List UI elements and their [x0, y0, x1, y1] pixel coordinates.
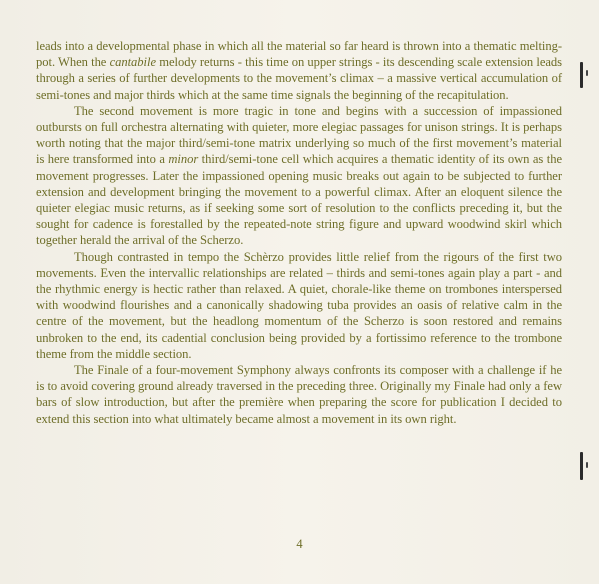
binding-edge-mark-top: [580, 62, 583, 88]
binding-edge-mark-bottom: [580, 452, 583, 480]
binding-edge-tick-top: [586, 70, 588, 76]
body-text: [36, 38, 562, 427]
binding-edge-tick-bottom: [586, 462, 588, 468]
paragraph-4: The Finale of a four-movement Symphony always confronts its composer with a challenge if he is to avoid covering ground already traversed in the preceding three. Originally my Finale had only a few bars of slow introduction, but after the première when preparing the score for publication I decided to extend this section into what ultimately became almost a movement in its own right.: [36, 363, 562, 426]
page-number: 4: [296, 537, 303, 551]
italic-term-cantabile: cantabile: [109, 55, 156, 70]
paragraph-1-text-a: leads into a developmental phase in which all the material so far heard is thrown into a thematic melting-pot. When the: [36, 39, 562, 70]
paragraph-2-text-b: third/semi-tone cell which acquires a thematic identity of its own as the movement progresses. Later the impassioned opening music breaks out again to be subjected to further extension and development bringing the movement to a powerful climax. After an eloquent silence the quieter elegiac music returns, as if seeking some sort of resolution to the conflicts preceding it, but the sought for cadence is forestalled by the repeated-note string figure and upward woodwind skirl which together herald the arrival of the Scherzo.: [36, 152, 562, 248]
paragraph-2-text-a: The second movement is more tragic in tone and begins with a succession of impassioned outbursts on full orchestra alternating with quieter, more elegiac passages for unison strings. It is perhaps worth noting that the major third/semi-tone matrix underlying so much of the first movement’s material is here transformed into a: [36, 103, 562, 167]
paragraph-3: Though contrasted in tempo the Schèrzo provides little relief from the rigours of the first two movements. Even the intervallic relationships are related – thirds and semi-tones again play a part - and the rhythmic energy is hectic rather than relaxed. A quiet, chorale-like theme on trombones interspersed with woodwind flourishes and a canonically shadowing tuba provides an oasis of relative calm in the centre of the movement, but the headlong momentum of the Scherzo is soon restored and remains unbroken to the end, its cadential conclusion being provided by a fortissimo reference to the trombone theme from the middle section.: [36, 249, 562, 361]
paragraph-2: [36, 103, 562, 249]
paragraph-1-text-b: melody returns - this time on upper strings - its descending scale extension leads through a series of further developments to the movement’s climax – a massive vertical accumulation of semi-tones and major thirds which at the same time signals the beginning of the recapitulation.: [36, 55, 562, 102]
italic-term-minor: minor: [168, 152, 199, 167]
paragraph-1: [36, 38, 562, 103]
